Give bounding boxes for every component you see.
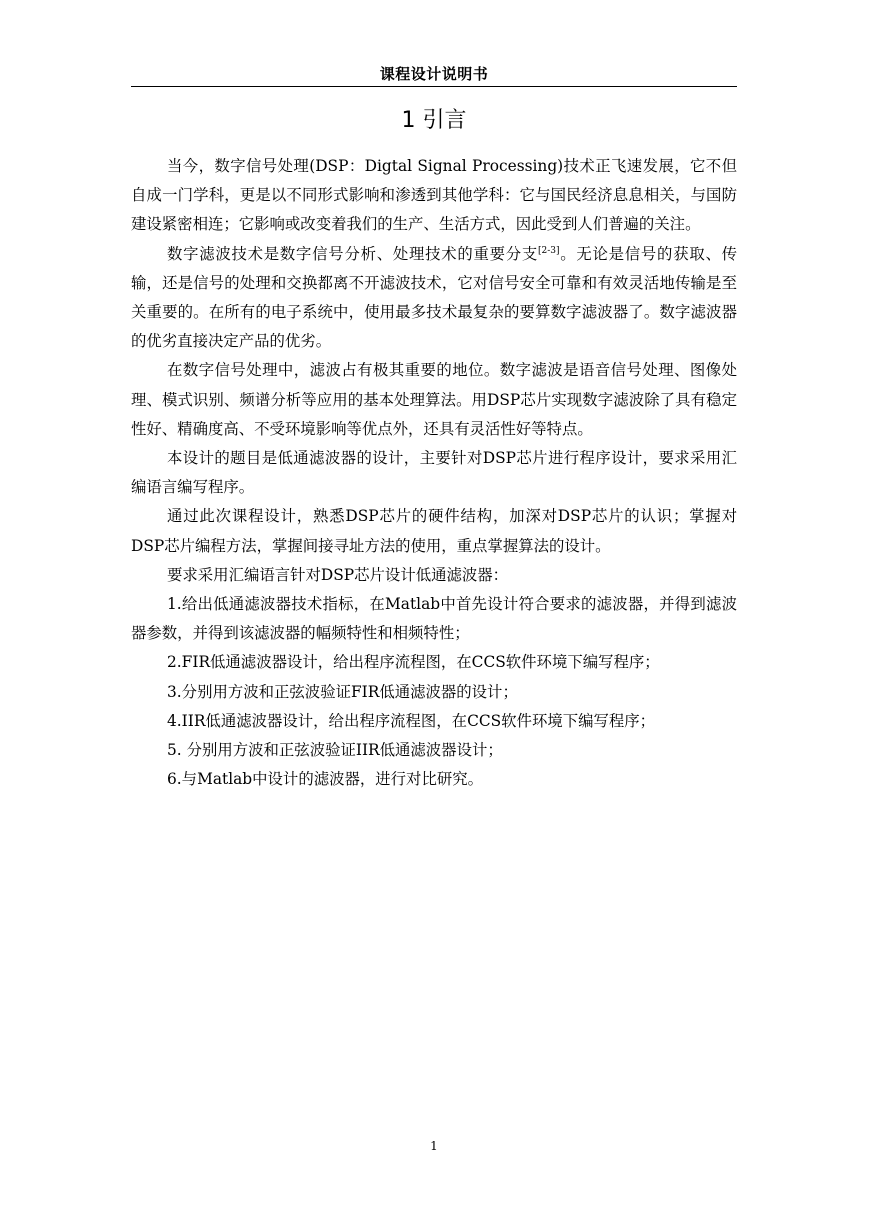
paragraph-filtering-text-a: 数字滤波技术是数字信号分析、处理技术的重要分支 bbox=[167, 244, 539, 263]
requirement-item-1: 1.给出低通滤波器技术指标，在Matlab中首先设计符合要求的滤波器，并得到滤波器参数，并得到该滤波器的幅频特性和相频特性； bbox=[131, 595, 737, 643]
paragraph-topic: 本设计的题目是低通滤波器的设计，主要针对DSP芯片进行程序设计，要求采用汇编语言编写程序。 bbox=[131, 449, 737, 497]
paragraph-dsp-role: 在数字信号处理中，滤波占有极其重要的地位。数字滤波是语音信号处理、图像处理、模式识别、频谱分析等应用的基本处理算法。用DSP芯片实现数字滤波除了具有稳定性好、精确度高、不受环境影响等优点外，还具有灵活性好等特点。 bbox=[131, 361, 737, 438]
running-header: 课程设计说明书 bbox=[379, 65, 489, 83]
header-rule bbox=[131, 86, 737, 87]
requirement-item-3: 3.分别用方波和正弦波验证FIR低通滤波器的设计； bbox=[167, 682, 518, 701]
paragraph-filtering bbox=[131, 240, 737, 357]
citation-ref: [2-3] bbox=[538, 245, 560, 256]
requirement-item-2: 2.FIR低通滤波器设计，给出程序流程图，在CCS软件环境下编写程序； bbox=[167, 653, 660, 672]
paragraph-requirements-intro: 要求采用汇编语言针对DSP芯片设计低通滤波器： bbox=[167, 565, 509, 584]
paragraph-intro: 当今，数字信号处理(DSP：Digtal Signal Processing)技术正飞速发展，它不但自成一门学科，更是以不同形式影响和渗透到其他学科：它与国民经济息息相关，与国防建设紧密相连；它影响或改变着我们的生产、生活方式，因此受到人们普遍的关注。 bbox=[131, 157, 737, 234]
section-title: 1 引言 bbox=[401, 108, 467, 133]
page-number: 1 bbox=[430, 1139, 438, 1153]
paragraph-filtering-text-b: 。无论是信号的获取、传输，还是信号的处理和交换都离不开滤波技术，它对信号安全可靠和有效灵活地传输是至关重要的。在所有的电子系统中，使用最多技术最复杂的要算数字滤波器了。数字滤波器的优劣直接决定产品的优劣。 bbox=[131, 244, 737, 351]
requirement-item-4: 4.IIR低通滤波器设计，给出程序流程图，在CCS软件环境下编写程序； bbox=[167, 711, 656, 730]
requirement-item-5: 5. 分别用方波和正弦波验证IIR低通滤波器设计； bbox=[167, 741, 503, 760]
body-text bbox=[131, 152, 737, 794]
paragraph-goals: 通过此次课程设计，熟悉DSP芯片的硬件结构，加深对DSP芯片的认识；掌握对DSP芯片编程方法，掌握间接寻址方法的使用，重点掌握算法的设计。 bbox=[131, 507, 737, 555]
requirement-item-6: 6.与Matlab中设计的滤波器，进行对比研究。 bbox=[167, 770, 484, 789]
